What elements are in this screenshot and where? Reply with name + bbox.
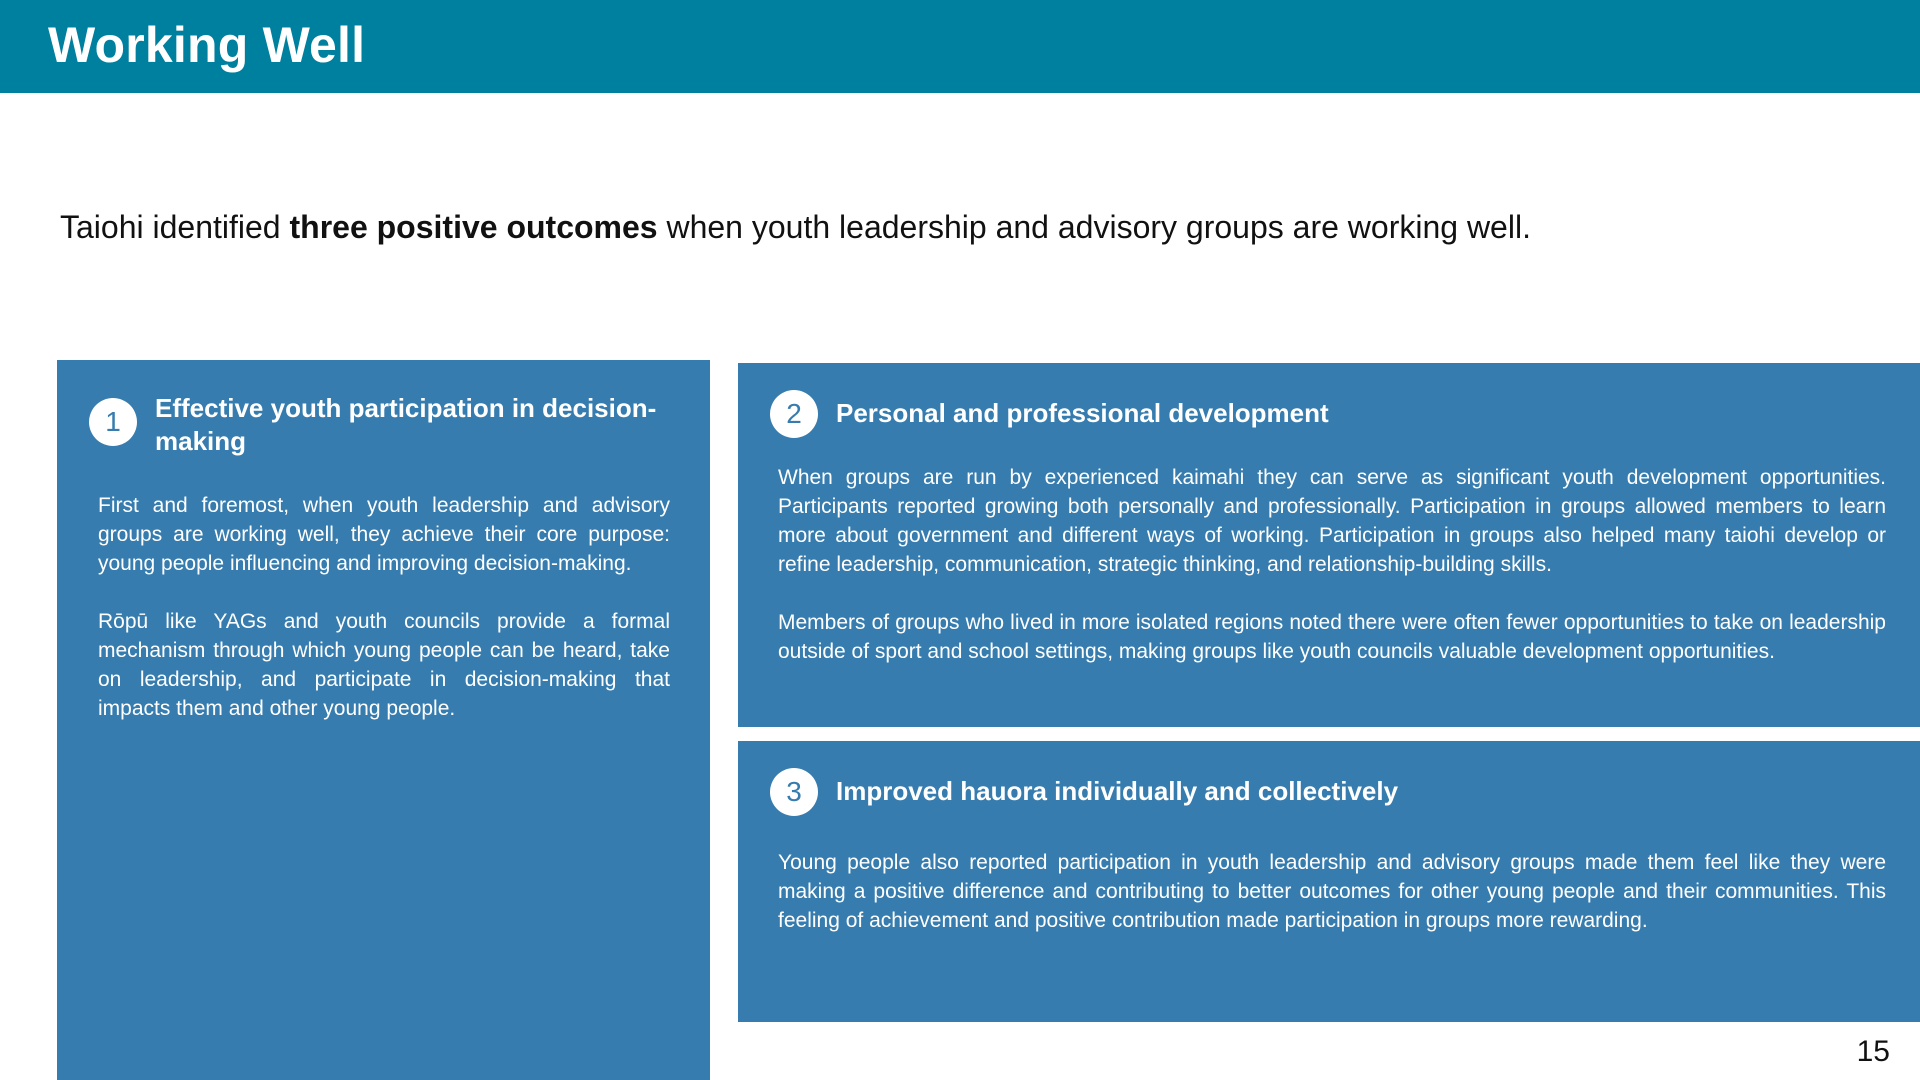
outcome-body <box>98 491 670 723</box>
page-number: 15 <box>1856 1035 1890 1068</box>
outcome-heading: Personal and professional development <box>836 398 1329 428</box>
outcome-card-1 <box>57 360 710 1080</box>
page-title: Working Well <box>48 17 366 73</box>
outcome-number-badge: 3 <box>770 768 818 816</box>
outcome-body <box>778 848 1886 935</box>
intro-sentence <box>60 208 1840 246</box>
intro-text-after: when youth leadership and advisory groups are working well. <box>657 209 1531 245</box>
outcome-heading: Improved hauora individually and collectively <box>836 776 1399 806</box>
header-bar <box>0 0 1920 93</box>
outcome-card-2 <box>738 363 1920 727</box>
outcome-paragraph: First and foremost, when youth leadership and advisory groups are working well, they achieve their core purpose: young people influencing and improving decision-making. <box>98 494 670 575</box>
outcome-number-badge: 2 <box>770 390 818 438</box>
outcome-number-badge: 1 <box>89 398 137 446</box>
outcome-paragraph: Members of groups who lived in more isolated regions noted there were often fewer opportunities to take on leadership outside of sport and school settings, making groups like youth councils valuable development opportunities. <box>778 611 1886 663</box>
outcome-body <box>778 463 1886 666</box>
outcome-heading: Effective youth participation in decision-making <box>155 393 657 456</box>
intro-emphasis: three positive outcomes <box>289 209 658 245</box>
outcome-paragraph: Young people also reported participation in youth leadership and advisory groups made them feel like they were making a positive difference and contributing to better outcomes for other young people and their communities. This feeling of achievement and positive contribution made participation in groups more rewarding. <box>778 851 1886 932</box>
outcome-card-3 <box>738 741 1920 1022</box>
intro-text-before: Taiohi identified <box>60 209 290 245</box>
outcome-paragraph: Rōpū like YAGs and youth councils provide a formal mechanism through which young people can be heard, take on leadership, and participate in decision-making that impacts them and other young people. <box>98 610 670 720</box>
outcome-paragraph: When groups are run by experienced kaimahi they can serve as significant youth development opportunities. Participants reported growing both personally and professionally. Participation in groups allowed members to learn more about government and different ways of working. Participation in groups also helped many taiohi develop or refine leadership, communication, strategic thinking, and relationship-building skills. <box>778 466 1886 576</box>
